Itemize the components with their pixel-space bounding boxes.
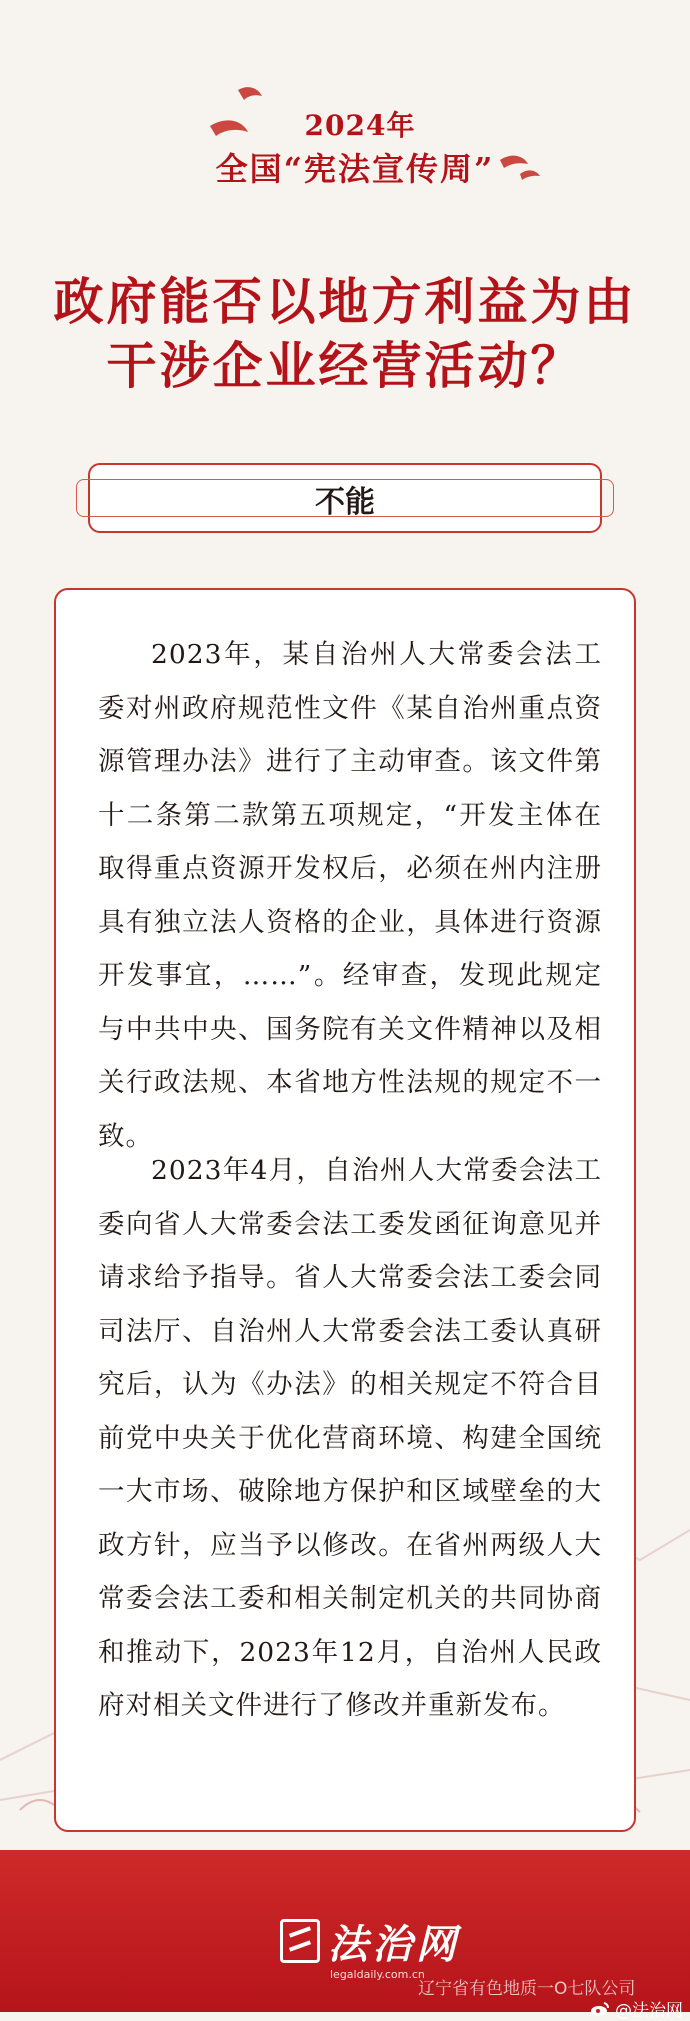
footer-banner: [0, 1850, 690, 2021]
event-header: [0, 0, 690, 200]
content-paragraph-2: 2023年4月，自治州人大常委会法工委向省人大常委会法工委发函征询意见并请求给予指导。省人大常委会法工委会同司法厅、自治州人大常委会法工委认真研究后，认为《办法》的相关规定不符合目前党中央关于优化营商环境、构建全国统一大市场、破除地方保护和区域壁垒的大政方针，应当予以修改。在省州两级人大常委会法工委和相关制定机关的共同协商和推动下，2023年12月，自治州人民政府对相关文件进行了修改并重新发布。: [98, 1155, 602, 1721]
watermark-company: 辽宁省有色地质一O七队公司: [418, 1979, 636, 1999]
answer-box: [88, 463, 602, 533]
logo-subtitle: legaldaily.com.cn: [330, 1968, 425, 1981]
legaldaily-logo: [280, 1916, 460, 1966]
weibo-watermark: [590, 1996, 683, 2021]
question-line-2: 干涉企业经营活动？: [106, 336, 584, 395]
content-paragraph-1: 2023年，某自治州人大常委会法工委对州政府规范性文件《某自治州重点资源管理办法》进行了主动审查。该文件第十二条第二款第五项规定，“开发主体在取得重点资源开发权后，必须在州内注册具有独立法人资格的企业，具体进行资源开发事宜，……”。经审查，发现此规定与中共中央、国务院有关文件精神以及相关行政法规、本省地方性法规的规定不一致。: [98, 639, 602, 1152]
question-line-1: 政府能否以地方利益为由: [53, 272, 637, 331]
logo-text: 法治网: [328, 1920, 460, 1968]
weibo-icon: [590, 2001, 610, 2017]
question-title: [40, 270, 650, 398]
event-name: 全国“宪法宣传周”: [215, 150, 495, 188]
logo-mark-icon: [280, 1919, 320, 1963]
content-card: [54, 588, 636, 1832]
weibo-handle: @法治网: [615, 2001, 683, 2021]
answer-text: 不能: [315, 485, 375, 520]
event-year: 2024年: [304, 109, 416, 142]
